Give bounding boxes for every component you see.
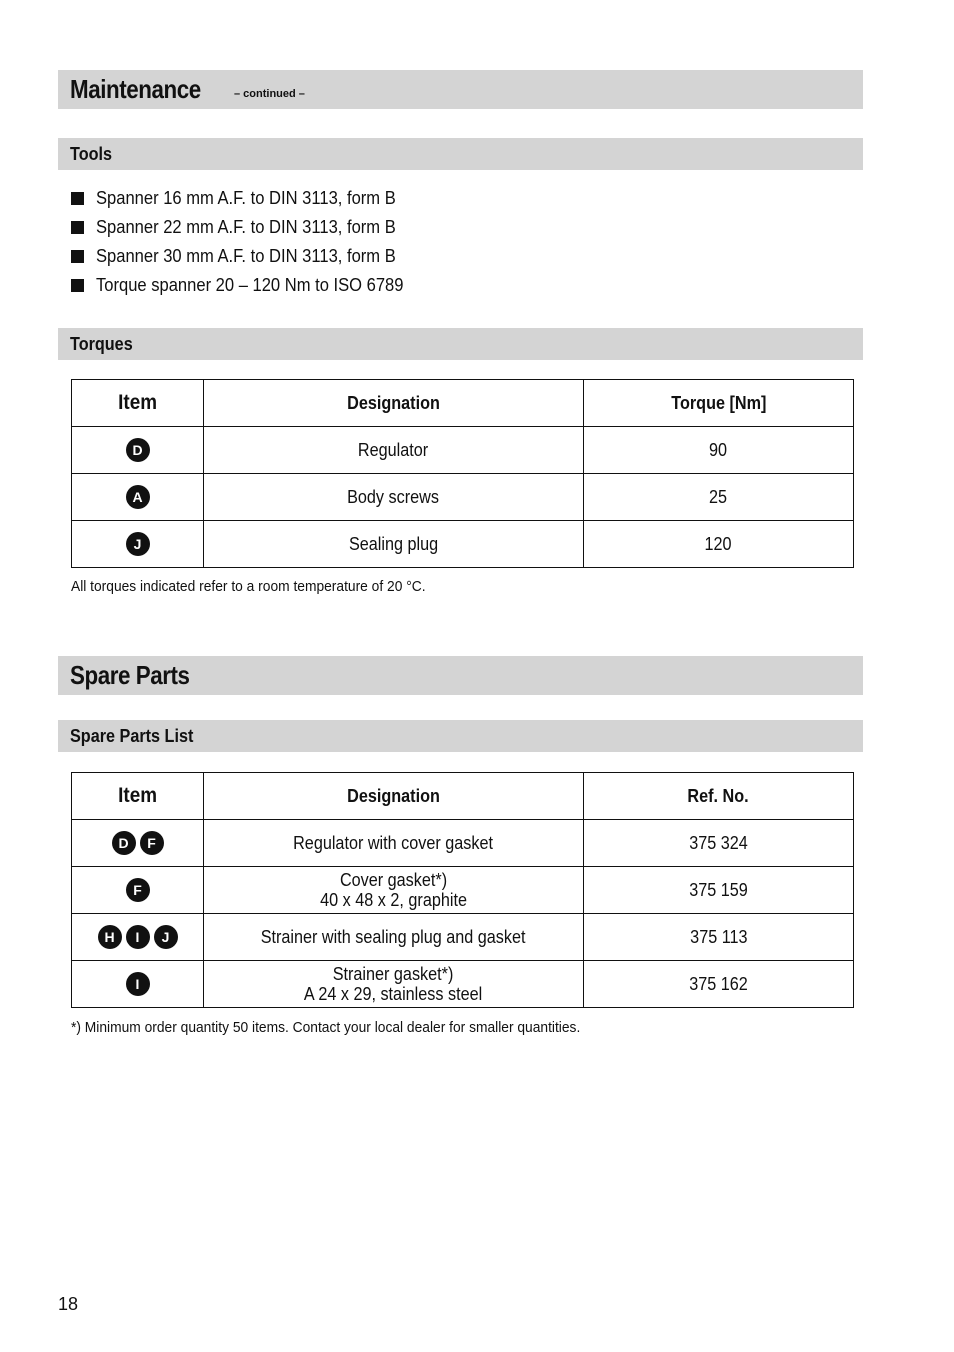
table-row [72,427,854,474]
column-header-ref-no: Ref. No. [584,773,854,820]
item-cell [72,427,204,474]
table-header-row [72,380,854,427]
item-marker-badge: A [126,485,150,509]
torques-note: All torques indicated refer to a room temperature of 20 °C. [71,578,426,595]
item-marker-badge: J [126,532,150,556]
item-cell [72,914,204,961]
table-header-row [72,773,854,820]
designation-cell: Regulator [204,427,584,474]
tools-list-item: Spanner 30 mm A.F. to DIN 3113, form B [71,242,430,271]
spare-parts-list-header [58,720,863,752]
table-row [72,867,854,914]
item-cell [72,867,204,914]
item-marker-badge: H [98,925,122,949]
table-row [72,914,854,961]
ref-no-cell: 375 162 [584,961,854,1008]
designation-cell: Strainer with sealing plug and gasket [204,914,584,961]
item-marker-badge: I [126,972,150,996]
item-cell [72,961,204,1008]
square-bullet-icon [71,221,84,234]
designation-cell: Body screws [204,474,584,521]
designation-cell: Cover gasket*) 40 x 48 x 2, graphite [204,867,584,914]
column-header-item: Item [72,380,204,427]
item-marker-badge: F [140,831,164,855]
designation-cell: Strainer gasket*) A 24 x 29, stainless steel [204,961,584,1008]
torques-header [58,328,863,360]
column-header-designation: Designation [204,773,584,820]
table-row [72,474,854,521]
tools-list-item: Spanner 22 mm A.F. to DIN 3113, form B [71,213,430,242]
torques-table [71,379,854,568]
spare-parts-title: Spare Parts [70,660,190,690]
item-marker-badge: F [126,878,150,902]
spare-parts-table [71,772,854,1008]
tools-header [58,138,863,170]
torques-title: Torques [70,333,133,354]
table-row [72,961,854,1008]
item-cell [72,820,204,867]
ref-no-cell: 375 324 [584,820,854,867]
spare-parts-header [58,656,863,695]
page-number: 18 [58,1294,79,1314]
item-cell [72,521,204,568]
maintenance-title: Maintenance [70,74,201,104]
table-row [72,820,854,867]
torque-cell: 90 [584,427,854,474]
ref-no-cell: 375 159 [584,867,854,914]
item-marker-badge: D [112,831,136,855]
continued-label: – continued – [234,87,305,100]
square-bullet-icon [71,192,84,205]
spare-parts-note: *) Minimum order quantity 50 items. Contact your local dealer for smaller quantities. [71,1019,581,1036]
tools-list-item: Spanner 16 mm A.F. to DIN 3113, form B [71,184,430,213]
torque-cell: 120 [584,521,854,568]
square-bullet-icon [71,279,84,292]
column-header-torque: Torque [Nm] [584,380,854,427]
spare-parts-list-title: Spare Parts List [70,725,194,746]
column-header-designation: Designation [204,380,584,427]
table-row [72,521,854,568]
tools-list [71,184,430,300]
maintenance-header [58,70,863,109]
column-header-item: Item [72,773,204,820]
designation-cell: Sealing plug [204,521,584,568]
tools-list-item: Torque spanner 20 – 120 Nm to ISO 6789 [71,271,430,300]
ref-no-cell: 375 113 [584,914,854,961]
torque-cell: 25 [584,474,854,521]
item-marker-badge: I [126,925,150,949]
tools-title: Tools [70,143,113,164]
item-marker-badge: J [154,925,178,949]
designation-cell: Regulator with cover gasket [204,820,584,867]
square-bullet-icon [71,250,84,263]
item-cell [72,474,204,521]
item-marker-badge: D [126,438,150,462]
